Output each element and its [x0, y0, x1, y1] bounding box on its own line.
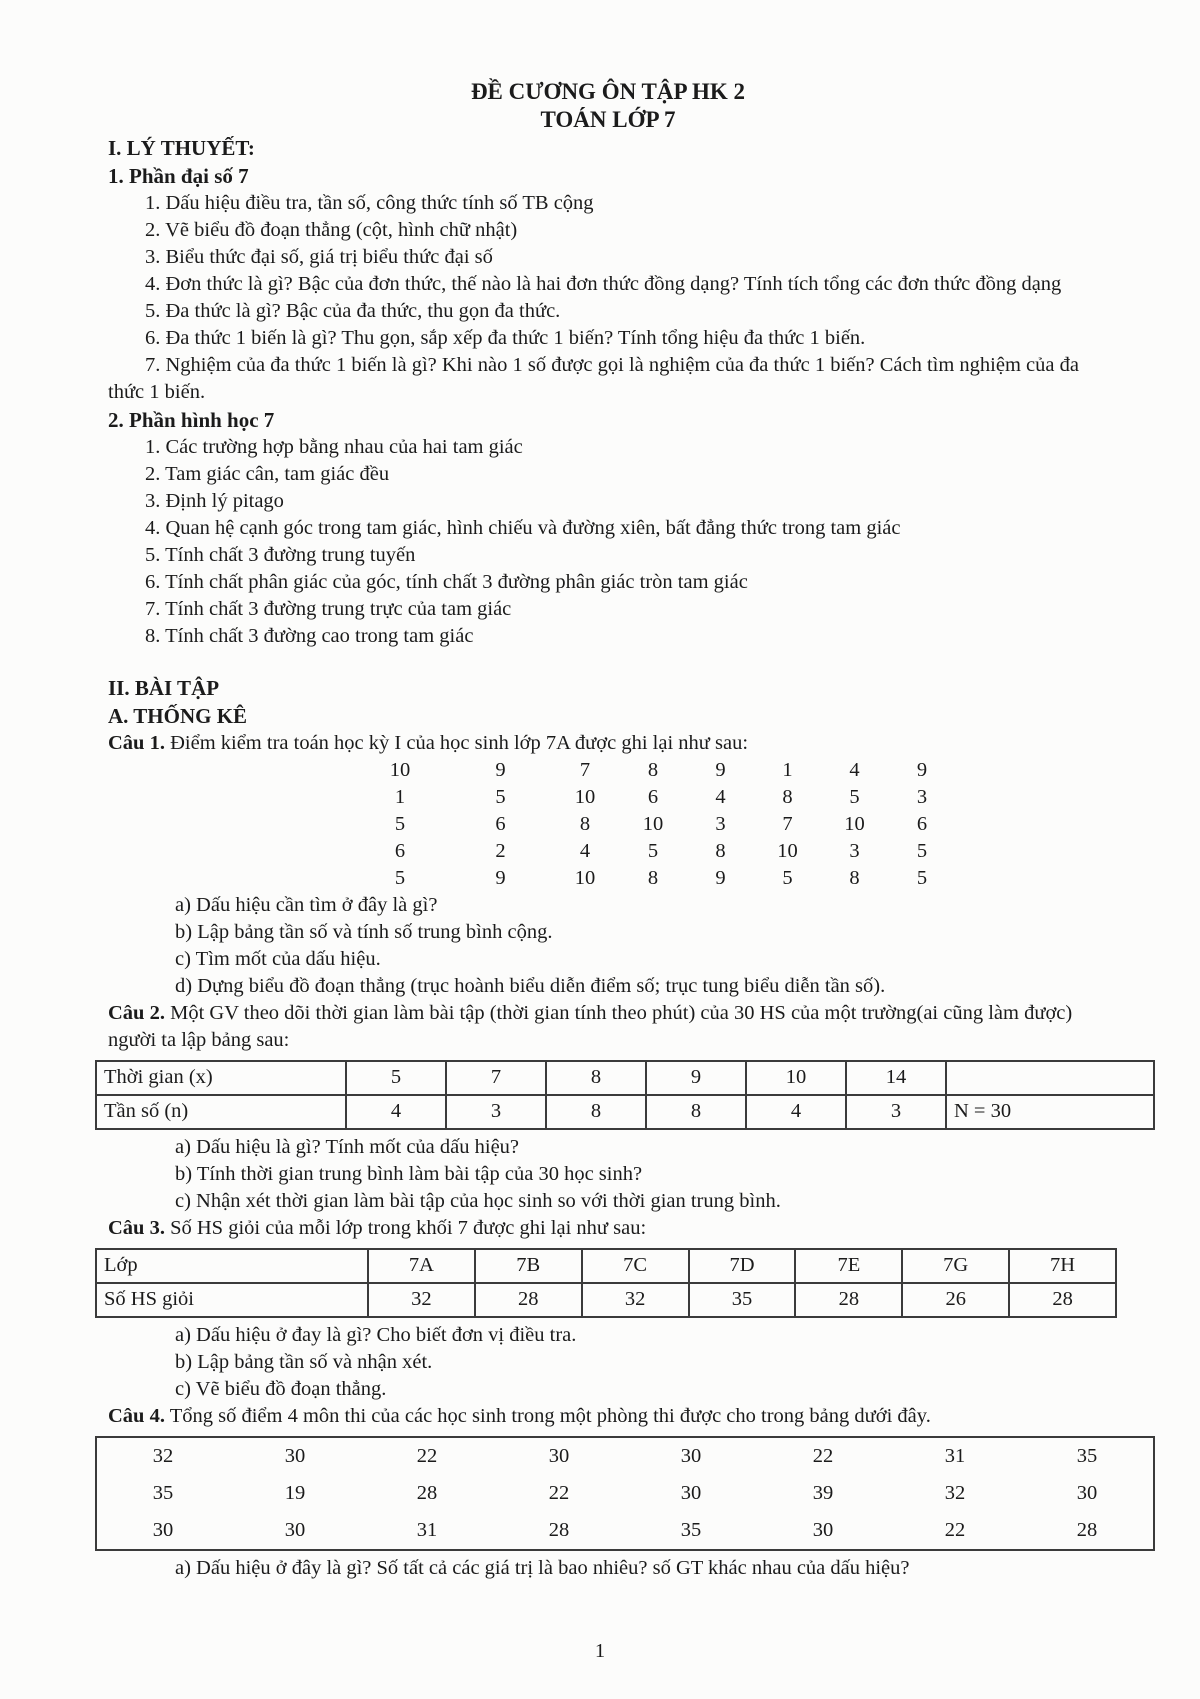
table-cell: 9 [647, 1062, 747, 1096]
algebra-item: 5. Đa thức là gì? Bậc của đa thức, thu gọn đa thức. [145, 300, 561, 322]
table-cell: 28 [548, 1519, 570, 1541]
geometry-item: 6. Tính chất phân giác của góc, tính chất 3 đường phân giác tròn tam giác [145, 571, 748, 593]
table-cell: 26 [903, 1284, 1010, 1318]
table-cell: 35 [690, 1284, 797, 1318]
statistics-subsection-heading: A. THỐNG KÊ [108, 704, 248, 728]
geometry-item: 3. Định lý pitago [145, 490, 284, 512]
table-cell: 28 [416, 1482, 438, 1504]
table-cell: Thời gian (x) [97, 1062, 347, 1096]
table-cell: 22 [548, 1482, 570, 1504]
table-cell: 31 [416, 1519, 438, 1541]
table-cell: 28 [796, 1284, 903, 1318]
cau4-intro-text: Tổng số điểm 4 môn thi của các học sinh trong một phòng thi được cho trong bảng dưới đây. [169, 1405, 931, 1427]
table-cell: 28 [476, 1284, 583, 1318]
table-cell: 7A [369, 1250, 476, 1284]
table-cell: 7D [690, 1250, 797, 1284]
table-cell: 9 [715, 759, 726, 781]
cau1-scores-grid [350, 757, 1108, 892]
table-cell: 8 [547, 1062, 647, 1096]
table-cell: 6 [916, 813, 928, 835]
cau4-intro [108, 1403, 1108, 1430]
geometry-item: 2. Tam giác cân, tam giác đều [145, 463, 390, 485]
table-cell: 32 [944, 1482, 966, 1504]
table-cell: 3 [447, 1096, 547, 1130]
table-cell: 4 [715, 786, 726, 808]
table-cell: 32 [152, 1445, 174, 1467]
cau1-intro-text: Điểm kiểm tra toán học kỳ I của học sinh lớp 7A được ghi lại như sau: [170, 732, 749, 754]
table-cell: 30 [1076, 1482, 1098, 1504]
cau4-totals-table [95, 1436, 1155, 1551]
table-cell: 8 [782, 786, 793, 808]
table-cell: 10 [777, 840, 798, 862]
table-cell: 10 [844, 813, 865, 835]
document-title-line1: ĐỀ CƯƠNG ÔN TẬP HK 2 [470, 79, 746, 104]
table-cell: 4 [849, 759, 860, 781]
cau3-intro [108, 1215, 1108, 1242]
table-cell [947, 1062, 1155, 1096]
table-cell: 19 [284, 1482, 306, 1504]
table-cell: 5 [394, 867, 406, 889]
cau1-intro [108, 730, 1108, 757]
cau1-label: Câu 1. [108, 732, 165, 754]
cau4-label: Câu 4. [108, 1405, 165, 1427]
table-cell: 39 [812, 1482, 834, 1504]
table-cell: 7 [579, 759, 591, 781]
table-cell: 10 [574, 786, 596, 808]
table-cell: Lớp [97, 1250, 369, 1284]
table-cell: 7H [1010, 1250, 1117, 1284]
table-cell: 30 [548, 1445, 570, 1467]
table-cell: 8 [849, 867, 860, 889]
theory-section-heading: I. LÝ THUYẾT: [108, 136, 255, 160]
cau3-question-a: a) Dấu hiệu ở đay là gì? Cho biết đơn vị điều tra. [175, 1324, 577, 1346]
table-cell: 3 [715, 813, 726, 835]
table-cell: 30 [680, 1482, 702, 1504]
algebra-item: 4. Đơn thức là gì? Bậc của đơn thức, thế nào là hai đơn thức đồng dạng? Tính tích tổng các đơn thức đồng dạng [145, 273, 1062, 295]
cau1-question-d: d) Dựng biểu đồ đoạn thẳng (trục hoành biểu diễn điểm số; trục tung biểu diễn tần số). [175, 975, 886, 997]
table-cell: 8 [647, 1096, 747, 1130]
cau2-question-a: a) Dấu hiệu là gì? Tính mốt của dấu hiệu? [175, 1136, 520, 1158]
algebra-item: 7. Nghiệm của đa thức 1 biến là gì? Khi nào 1 số được gọi là nghiệm của đa thức 1 biến? Cách tìm nghiệm của đa thức 1 biến. [108, 354, 1079, 403]
table-cell: 8 [547, 1096, 647, 1130]
table-cell: Số HS giỏi [97, 1284, 369, 1318]
cau2-question-c: c) Nhận xét thời gian làm bài tập của học sinh so với thời gian trung bình. [175, 1190, 781, 1212]
table-cell: 5 [495, 786, 506, 808]
table-cell: 32 [369, 1284, 476, 1318]
table-cell: 9 [495, 759, 506, 781]
table-cell: 30 [284, 1445, 306, 1467]
exercises-section-heading: II. BÀI TẬP [108, 676, 220, 700]
table-cell: 5 [647, 840, 659, 862]
table-cell: 8 [647, 867, 659, 889]
table-cell: 10 [574, 867, 596, 889]
cau2-label: Câu 2. [108, 1002, 165, 1024]
cau1-question-c: c) Tìm mốt của dấu hiệu. [175, 948, 381, 970]
table-cell: 35 [1076, 1445, 1098, 1467]
geometry-item: 8. Tính chất 3 đường cao trong tam giác [145, 625, 474, 647]
cau3-question-c: c) Vẽ biểu đồ đoạn thẳng. [175, 1378, 387, 1400]
table-cell: 4 [579, 840, 591, 862]
table-cell: 8 [579, 813, 591, 835]
table-cell: 35 [680, 1519, 702, 1541]
table-cell: 9 [715, 867, 726, 889]
table-cell: 1 [782, 759, 793, 781]
table-cell: 1 [394, 786, 406, 808]
table-cell: 4 [347, 1096, 447, 1130]
table-cell: 32 [583, 1284, 690, 1318]
table-cell: 30 [680, 1445, 702, 1467]
table-cell: 30 [284, 1519, 306, 1541]
algebra-item: 3. Biểu thức đại số, giá trị biểu thức đại số [145, 246, 493, 268]
algebra-item: 6. Đa thức 1 biến là gì? Thu gọn, sắp xếp đa thức 1 biến? Tính tổng hiệu đa thức 1 biến. [145, 327, 866, 349]
table-cell: 5 [782, 867, 793, 889]
geometry-subsection-heading: 2. Phần hình học 7 [108, 408, 275, 432]
table-cell: 3 [849, 840, 860, 862]
table-cell: 7 [782, 813, 793, 835]
page-number: 1 [594, 1640, 606, 1662]
table-cell: 7B [476, 1250, 583, 1284]
geometry-item: 7. Tính chất 3 đường trung trực của tam giác [145, 598, 512, 620]
cau3-intro-text: Số HS giỏi của mỗi lớp trong khối 7 được ghi lại như sau: [170, 1217, 647, 1239]
table-cell: 7C [583, 1250, 690, 1284]
table-cell: 3 [847, 1096, 947, 1130]
table-cell: 7 [447, 1062, 547, 1096]
cau2-question-b: b) Tính thời gian trung bình làm bài tập của 30 học sinh? [175, 1163, 643, 1185]
cau2-frequency-table [95, 1060, 1155, 1130]
cau2-intro-text: Một GV theo dõi thời gian làm bài tập (thời gian tính theo phút) của 30 HS của một trường(ai cũng làm được) người ta lập bảng sau: [108, 1002, 1073, 1051]
table-cell: 3 [916, 786, 928, 808]
cau3-class-table [95, 1248, 1117, 1318]
table-cell: 22 [812, 1445, 834, 1467]
table-cell: N = 30 [947, 1096, 1155, 1130]
geometry-item: 1. Các trường hợp bằng nhau của hai tam giác [145, 436, 523, 458]
table-cell: 5 [394, 813, 406, 835]
algebra-item: 1. Dấu hiệu điều tra, tần số, công thức tính số TB cộng [145, 192, 594, 214]
table-cell: 8 [647, 759, 659, 781]
table-cell: 5 [347, 1062, 447, 1096]
table-cell: 8 [715, 840, 726, 862]
cau3-question-b: b) Lập bảng tần số và nhận xét. [175, 1351, 433, 1373]
table-cell: 7E [796, 1250, 903, 1284]
table-cell: 22 [416, 1445, 438, 1467]
cau3-label: Câu 3. [108, 1217, 165, 1239]
table-cell: 28 [1076, 1519, 1098, 1541]
table-cell: 4 [747, 1096, 847, 1130]
table-cell: 31 [944, 1445, 966, 1467]
table-cell: 10 [747, 1062, 847, 1096]
table-cell: 6 [495, 813, 506, 835]
table-cell: 6 [394, 840, 406, 862]
table-cell: 10 [642, 813, 664, 835]
table-cell: 28 [1010, 1284, 1117, 1318]
table-cell: 30 [152, 1519, 174, 1541]
table-cell: 30 [812, 1519, 834, 1541]
table-cell: 22 [944, 1519, 966, 1541]
table-cell: 35 [152, 1482, 174, 1504]
geometry-item: 4. Quan hệ cạnh góc trong tam giác, hình chiếu và đường xiên, bất đẳng thức trong tam giác [145, 517, 901, 539]
cau1-question-a: a) Dấu hiệu cần tìm ở đây là gì? [175, 894, 438, 916]
table-cell: 10 [389, 759, 411, 781]
table-cell: 5 [916, 840, 928, 862]
cau1-question-b: b) Lập bảng tần số và tính số trung bình cộng. [175, 921, 553, 943]
cau4-question-a: a) Dấu hiệu ở đây là gì? Số tất cả các giá trị là bao nhiêu? số GT khác nhau của dấu hiệu? [175, 1557, 910, 1579]
table-cell: Tần số (n) [97, 1096, 347, 1130]
table-cell: 9 [916, 759, 928, 781]
table-cell: 14 [847, 1062, 947, 1096]
table-cell: 6 [647, 786, 659, 808]
cau2-intro [108, 1000, 1108, 1054]
algebra-subsection-heading: 1. Phần đại số 7 [108, 164, 249, 188]
table-cell: 9 [495, 867, 506, 889]
table-cell: 2 [495, 840, 506, 862]
table-cell: 7G [903, 1250, 1010, 1284]
document-title-line2: TOÁN LỚP 7 [540, 107, 676, 132]
algebra-item: 2. Vẽ biểu đồ đoạn thẳng (cột, hình chữ nhật) [145, 219, 518, 241]
geometry-item: 5. Tính chất 3 đường trung tuyến [145, 544, 416, 566]
table-cell: 5 [849, 786, 860, 808]
table-cell: 5 [916, 867, 928, 889]
